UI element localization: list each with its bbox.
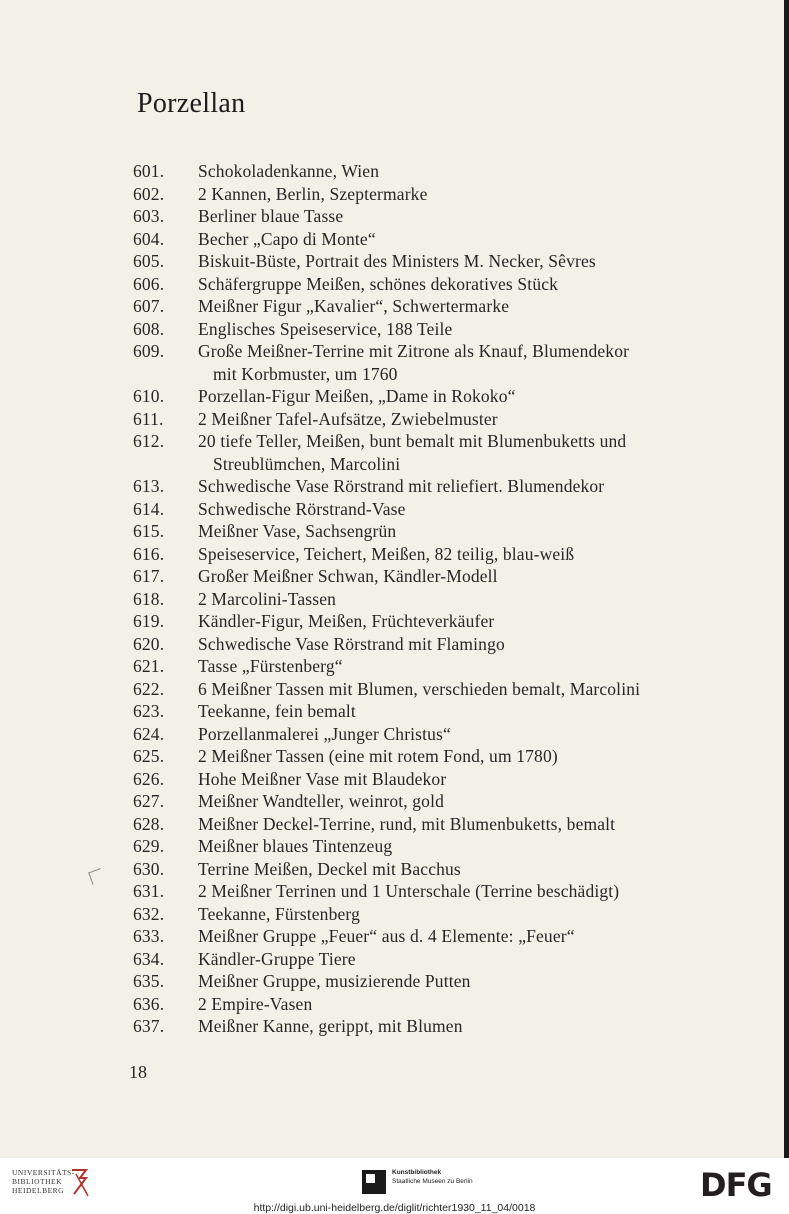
entry-description: Meißner Gruppe, musizierende Putten (198, 971, 471, 991)
entry-description: Berliner blaue Tasse (198, 206, 344, 226)
entry-description: 2 Meißner Terrinen und 1 Unterschale (Terrine beschädigt) (198, 881, 620, 901)
catalog-entry (0, 835, 784, 858)
entry-number: 636. (133, 993, 165, 1014)
catalog-entry (0, 205, 784, 228)
entry-description: Großer Meißner Schwan, Kändler-Modell (198, 566, 498, 586)
catalog-entry (0, 903, 784, 926)
catalog-entry (0, 160, 784, 183)
entry-number: 616. (133, 543, 165, 564)
catalog-entry (0, 678, 784, 701)
entry-number: 610. (133, 386, 165, 406)
entry-number: 602. (133, 183, 165, 204)
entry-number: 637. (133, 1016, 165, 1036)
dfg-logo: DFG (700, 1166, 772, 1204)
catalog-entry (0, 565, 784, 588)
kunstbibliothek-name: Kunstbibliothek (392, 1169, 442, 1176)
entry-number: 615. (133, 521, 165, 541)
entry-description: Meißner Figur „Kavalier“, Schwertermarke (198, 296, 510, 316)
entry-description: Terrine Meißen, Deckel mit Bacchus (198, 858, 461, 879)
entry-description: Englisches Speiseservice, 188 Teile (198, 318, 453, 339)
entry-description: Teekanne, fein bemalt (198, 701, 356, 721)
entry-number: 611. (133, 408, 164, 429)
entry-number: 606. (133, 273, 165, 294)
entry-description: 6 Meißner Tassen mit Blumen, verschieden bemalt, Marcolini (198, 678, 641, 699)
entry-description: Meißner Deckel-Terrine, rund, mit Blumenbuketts, bemalt (198, 813, 616, 834)
entry-number: 628. (133, 813, 165, 834)
entry-description: 2 Kannen, Berlin, Szeptermarke (198, 183, 428, 204)
catalog-entry (0, 498, 784, 521)
entry-number: 614. (133, 498, 165, 519)
catalog-entry (0, 295, 784, 318)
catalog-entry (0, 880, 784, 903)
catalog-entry (0, 408, 784, 431)
catalog-entry (0, 610, 784, 633)
entry-description: Teekanne, Fürstenberg (198, 903, 360, 924)
entry-number: 623. (133, 701, 165, 721)
entry-description: Große Meißner-Terrine mit Zitrone als Knauf, Blumendekor (198, 341, 630, 361)
entry-description: Schwedische Vase Rörstrand mit reliefiert. Blumendekor (198, 476, 605, 496)
catalog-entry (0, 745, 784, 768)
catalog-entry (0, 250, 784, 273)
university-line: HEIDELBERG (12, 1186, 65, 1195)
entry-number: 619. (133, 611, 165, 631)
entry-number: 622. (133, 678, 165, 699)
entry-description: 2 Empire-Vasen (198, 993, 313, 1014)
entry-number: 635. (133, 971, 165, 991)
entry-number: 605. (133, 251, 165, 271)
entry-description: Becher „Capo di Monte“ (198, 228, 376, 249)
entry-number: 629. (133, 836, 165, 856)
catalog-entry (0, 813, 784, 836)
entry-number: 621. (133, 656, 165, 676)
catalog-entry (0, 318, 784, 341)
catalog-entry (0, 790, 784, 813)
entry-number: 613. (133, 476, 165, 496)
entry-number: 604. (133, 228, 165, 249)
entry-description: Meißner blaues Tintenzeug (198, 836, 393, 856)
catalog-entry (0, 520, 784, 543)
entry-description: Kändler-Figur, Meißen, Früchteverkäufer (198, 611, 495, 631)
entry-number: 631. (133, 881, 165, 901)
entry-description: 2 Meißner Tafel-Aufsätze, Zwiebelmuster (198, 408, 498, 429)
entry-description: Tasse „Fürstenberg“ (198, 656, 343, 676)
entry-number: 609. (133, 341, 165, 361)
entry-number: 633. (133, 926, 165, 946)
entry-number: 607. (133, 296, 165, 316)
catalog-entry (0, 858, 784, 881)
entry-description: Hohe Meißner Vase mit Blaudekor (198, 768, 447, 789)
page-heading: Porzellan (137, 88, 246, 119)
entry-description: Schwedische Vase Rörstrand mit Flamingo (198, 633, 505, 654)
entry-description: Meißner Wandteller, weinrot, gold (198, 791, 444, 811)
entry-number: 618. (133, 588, 165, 609)
entry-number: 620. (133, 633, 165, 654)
kunstbibliothek-text (392, 1168, 473, 1186)
entry-number: 612. (133, 431, 165, 451)
entry-number: 608. (133, 318, 165, 339)
entry-number: 603. (133, 206, 165, 226)
entry-number: 624. (133, 723, 165, 744)
entry-description: Porzellan-Figur Meißen, „Dame in Rokoko“ (198, 386, 516, 406)
university-library-text (12, 1168, 75, 1195)
entry-description: Schäfergruppe Meißen, schönes dekoratives Stück (198, 273, 559, 294)
kunstbibliothek-subtitle: Staatliche Museen zu Berlin (392, 1178, 473, 1185)
catalog-entry (0, 430, 784, 475)
source-url-link[interactable]: http://digi.ub.uni-heidelberg.de/diglit/richter1930_11_04/0018 (253, 1202, 536, 1214)
entry-number: 601. (133, 161, 165, 181)
catalog-entry (0, 700, 784, 723)
catalog-entry (0, 475, 784, 498)
catalog-entry (0, 273, 784, 296)
entry-description: Kändler-Gruppe Tiere (198, 948, 356, 969)
kunstbibliothek-logo-icon (362, 1170, 386, 1194)
entry-description: Meißner Vase, Sachsengrün (198, 521, 397, 541)
entry-description: Schokoladenkanne, Wien (198, 161, 380, 181)
entry-number: 627. (133, 791, 165, 811)
catalog-entry (0, 543, 784, 566)
university-line: BIBLIOTHEK (12, 1177, 62, 1186)
catalog-entry (0, 633, 784, 656)
catalog-entry (0, 183, 784, 206)
entry-description-continued: Streublümchen, Marcolini (213, 453, 401, 474)
entry-description: 20 tiefe Teller, Meißen, bunt bemalt mit Blumenbuketts und (198, 431, 627, 451)
catalog-entry (0, 925, 784, 948)
entry-description-continued: mit Korbmuster, um 1760 (213, 363, 398, 384)
footer-bar (0, 1158, 789, 1214)
catalog-entry (0, 1015, 784, 1038)
entry-number: 630. (133, 858, 165, 879)
entry-number: 625. (133, 746, 165, 766)
catalog-entry (0, 970, 784, 993)
entry-description: Meißner Kanne, gerippt, mit Blumen (198, 1016, 463, 1036)
page-number: 18 (129, 1062, 147, 1082)
catalog-entry (0, 948, 784, 971)
university-line: UNIVERSITÄTS- (12, 1168, 75, 1177)
catalog-entry (0, 993, 784, 1016)
catalog-entry (0, 228, 784, 251)
catalog-entry (0, 588, 784, 611)
entry-description: Biskuit-Büste, Portrait des Ministers M. Necker, Sêvres (198, 251, 596, 271)
entry-description: Speiseservice, Teichert, Meißen, 82 teilig, blau-weiß (198, 543, 575, 564)
catalog-entry (0, 340, 784, 385)
catalog-list (0, 160, 784, 1038)
entry-number: 617. (133, 566, 165, 586)
university-logo-icon (68, 1166, 92, 1198)
catalog-entry (0, 655, 784, 678)
entry-number: 632. (133, 903, 165, 924)
entry-description: Schwedische Rörstrand-Vase (198, 498, 406, 519)
entry-description: Meißner Gruppe „Feuer“ aus d. 4 Elemente: „Feuer“ (198, 926, 575, 946)
catalog-entry (0, 768, 784, 791)
entry-number: 634. (133, 948, 165, 969)
catalog-entry (0, 723, 784, 746)
entry-description: Porzellanmalerei „Junger Christus“ (198, 723, 451, 744)
entry-number: 626. (133, 768, 165, 789)
entry-description: 2 Marcolini-Tassen (198, 588, 337, 609)
entry-description: 2 Meißner Tassen (eine mit rotem Fond, um 1780) (198, 746, 558, 766)
catalog-entry (0, 385, 784, 408)
